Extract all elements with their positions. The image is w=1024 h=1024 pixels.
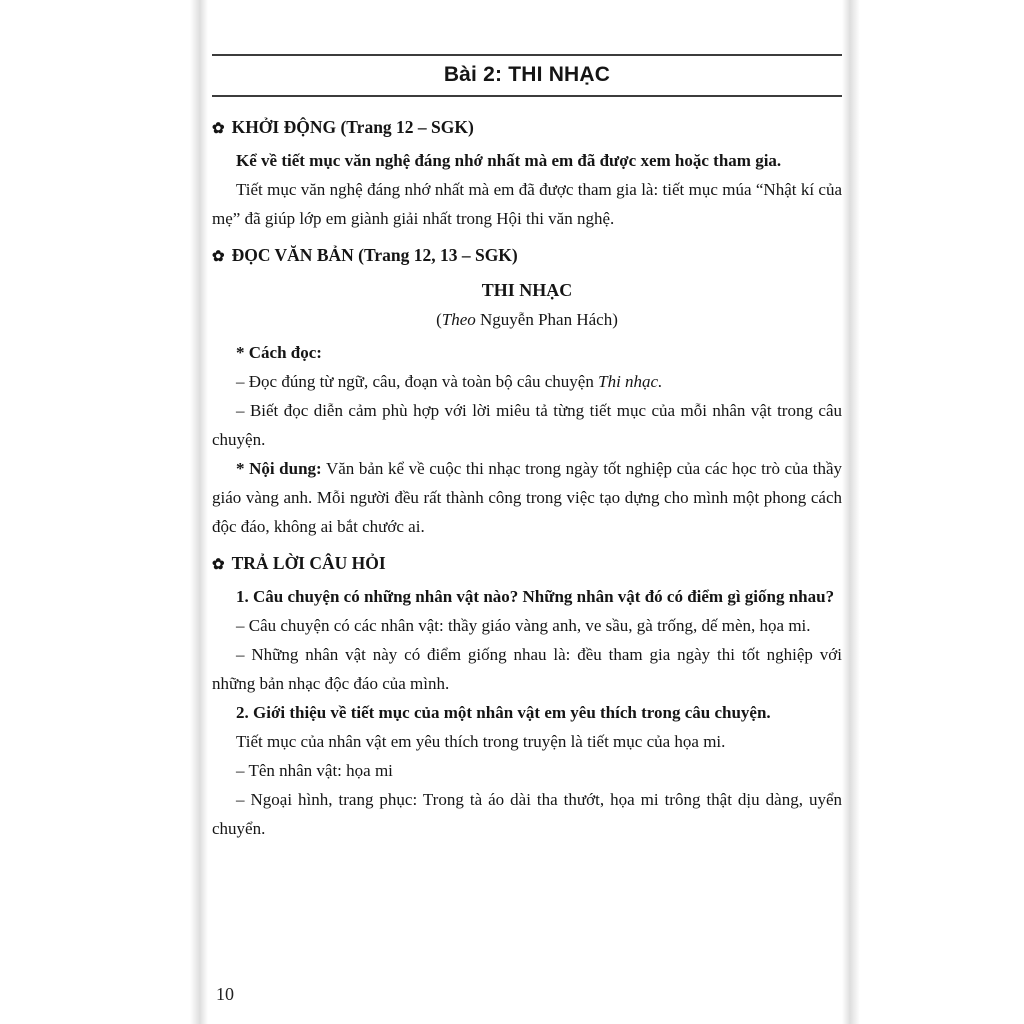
section-tra-loi-heading <box>212 549 842 580</box>
page-right-edge-shadow <box>842 0 860 1024</box>
reading-text-title: THI NHẠC <box>481 280 573 300</box>
page-left-edge-shadow <box>190 0 208 1024</box>
noi-dung-paragraph <box>212 454 842 541</box>
section-khoi-dong-heading <box>212 113 842 144</box>
cach-doc-label: * Cách đọc: <box>236 343 322 362</box>
question-2-answer-2: – Tên nhân vật: họa mi <box>236 761 393 780</box>
cach-doc-item-1-text: – Đọc đúng từ ngữ, câu, đoạn và toàn bộ câu chuyện <box>236 372 599 391</box>
author-source-label: Theo <box>441 310 476 329</box>
noi-dung-label: * Nội dung: <box>236 459 322 478</box>
author-name: Nguyễn Phan Hách) <box>475 310 618 329</box>
flower-bullet-icon: ✿ <box>212 557 225 573</box>
flower-bullet-icon: ✿ <box>212 121 225 137</box>
khoi-dong-answer: Tiết mục văn nghệ đáng nhớ nhất mà em đã được tham gia là: tiết mục múa “Nhật kí của mẹ” đã giúp lớp em giành giải nhất trong Hội thi văn nghệ. <box>212 180 842 228</box>
question-1-answer-2: – Những nhân vật này có điểm giống nhau là: đều tham gia ngày thi tốt nghiệp với những bản nhạc độc đáo của mình. <box>212 645 842 693</box>
noi-dung-text: Văn bản kể về cuộc thi nhạc trong ngày tốt nghiệp của các học trò của thầy giáo vàng anh. Mỗi người đều rất thành công trong việc tạo dựng cho mình một phong cách độc đáo, không ai bắt chước ai. <box>212 459 842 536</box>
page-number: 10 <box>216 984 234 1004</box>
section-doc-van-ban-title: ĐỌC VĂN BẢN (Trang 12, 13 – SGK) <box>231 245 518 265</box>
section-tra-loi-title: TRẢ LỜI CÂU HỎI <box>231 553 386 573</box>
question-1-answer-1: – Câu chuyện có các nhân vật: thầy giáo vàng anh, ve sầu, gà trống, dế mèn, họa mi. <box>236 616 811 635</box>
cach-doc-item-1 <box>212 367 842 396</box>
question-2-answer-3: – Ngoại hình, trang phục: Trong tà áo dài tha thướt, họa mi trông thật dịu dàng, uyển chuyển. <box>212 790 842 838</box>
section-doc-van-ban-heading <box>212 241 842 272</box>
cach-doc-item-2: – Biết đọc diễn cảm phù hợp với lời miêu tả từng tiết mục của mỗi nhân vật trong câu chuyện. <box>212 401 842 449</box>
cach-doc-item-1-italic: Thi nhạc. <box>598 372 663 391</box>
lesson-title: Bài 2: THI NHẠC <box>443 63 611 86</box>
question-1: 1. Câu chuyện có những nhân vật nào? Những nhân vật đó có điểm gì giống nhau? <box>236 587 835 606</box>
page-content <box>212 54 842 843</box>
question-2-answer-1: Tiết mục của nhân vật em yêu thích trong truyện là tiết mục của họa mi. <box>236 732 726 751</box>
title-rule-top <box>212 54 842 56</box>
reading-text-author <box>212 305 842 334</box>
title-rule-bottom <box>212 95 842 97</box>
flower-bullet-icon: ✿ <box>212 249 225 265</box>
question-2: 2. Giới thiệu về tiết mục của một nhân vật em yêu thích trong câu chuyện. <box>236 703 771 722</box>
author-open-paren: ( <box>436 310 442 329</box>
khoi-dong-prompt: Kể về tiết mục văn nghệ đáng nhớ nhất mà em đã được xem hoặc tham gia. <box>236 151 782 170</box>
section-khoi-dong-title: KHỞI ĐỘNG (Trang 12 – SGK) <box>231 117 474 137</box>
